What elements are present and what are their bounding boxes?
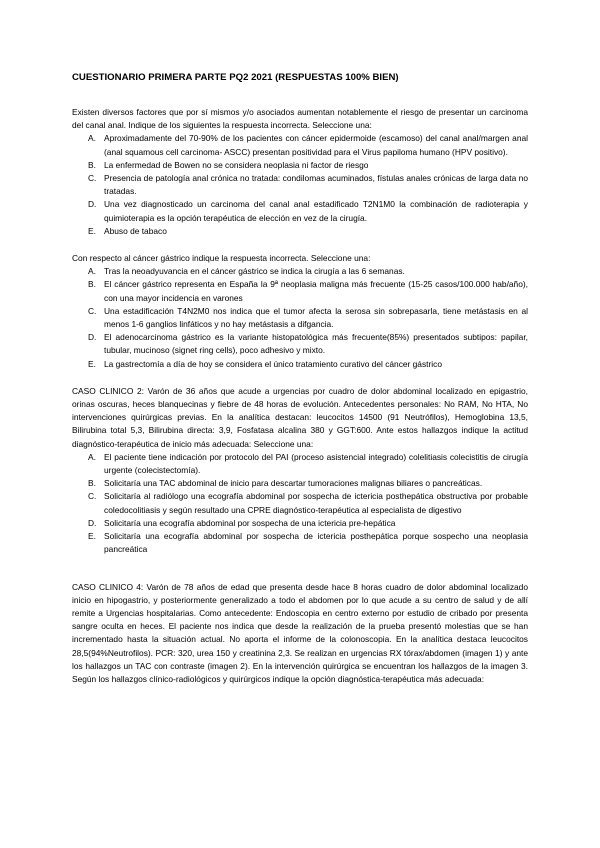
option-letter: A. — [88, 133, 96, 144]
option-list — [72, 451, 528, 557]
question-clinical-case-2 — [72, 385, 528, 557]
question-gastric-cancer — [72, 252, 528, 371]
option-text: La gastrectomía a día de hoy se considera el único tratamiento curativo del cáncer gástrico — [104, 358, 442, 369]
question-stem: CASO CLINICO 2: Varón de 36 años que acude a urgencias por cuadro de dolor abdominal localizado en epigastrio, orinas oscuras, heces blanquecinas y fiebre de 48 horas de evolución. Antecedentes personales: No RAM, No HTA, No intervenciones quirúrgicas previas. En la analítica destacan: leucocitos 14500 (91 Neutrófilos), Hemoglobina 13,5, Bilirubina total 5,3, Bilirubina directa: 3,9, Fosfatasa alcalina 380 y GGT:600. Ante estos hallazgos indique la actitud diagnóstico-terapéutica de inicio más adecuada: Seleccione una: — [72, 385, 528, 449]
question-stem: Existen diversos factores que por sí mismos y/o asociados aumentan notablemente el riesgo de presentar un carcinoma del canal anal. Indique de los siguientes la respuesta incorrecta. Seleccione una: — [72, 107, 528, 131]
option-text: Una vez diagnosticado un carcinoma del canal anal estadificado T2N1M0 la combinación de radioterapia y quimioterapia es la opción terapéutica de elección en vez de la cirugía. — [104, 199, 528, 223]
option-text: Solicitaría una TAC abdominal de inicio para descartar tumoraciones malignas biliares o pancreáticas. — [104, 478, 483, 489]
option-text: La enfermedad de Bowen no se considera neoplasia ni factor de riesgo — [104, 159, 369, 170]
option-c[interactable] — [72, 172, 528, 198]
option-text: Abuso de tabaco — [104, 225, 167, 236]
option-a[interactable] — [72, 451, 528, 477]
option-letter: E. — [88, 358, 96, 369]
option-letter: B. — [88, 279, 96, 290]
option-letter: D. — [88, 199, 97, 210]
option-d[interactable] — [72, 331, 528, 357]
question-stem: Con respecto al cáncer gástrico indique la respuesta incorrecta. Seleccione una: — [72, 253, 371, 264]
option-text: Solicitaría una ecografía abdominal por sospecha de una ictericia pre-hepática — [104, 517, 396, 528]
question-clinical-case-4 — [72, 581, 528, 687]
option-list — [72, 132, 528, 238]
option-letter: E. — [88, 225, 96, 236]
option-text: Solicitaría una ecografía abdominal por sospecha de ictericia posthepática porque sospecho una neoplasia pancreática — [104, 531, 528, 555]
option-b[interactable] — [72, 278, 528, 304]
option-d[interactable] — [72, 198, 528, 224]
option-e[interactable] — [72, 358, 528, 371]
option-letter: C. — [88, 491, 97, 502]
option-letter: C. — [88, 173, 97, 184]
option-text: El adenocarcinoma gástrico es la variante histopatológica más frecuente(85%) presentados subtipos: papilar, tubular, mucinoso (signet ring cells), poco adhesivo y mixto. — [104, 332, 528, 356]
option-c[interactable] — [72, 490, 528, 516]
option-letter: B. — [88, 159, 96, 170]
option-b[interactable] — [72, 477, 528, 490]
question-stem: CASO CLINICO 4: Varón de 78 años de edad que presenta desde hace 8 horas cuadro de dolor abdominal localizado inicio en hipogastrio, y posteriormente generalizado a todo el abdomen por lo que acude a su centro de salud y de allí remite a Urgencias hospitalarias. Como antecedente: Endoscopia en centro externo por estudio de cribado por presenta sangre oculta en heces. El paciente nos indica que desde la realización de la prueba presentó molestias que se han incrementado hasta la situación actual. No aporta el informe de la colonoscopia. En la analítica destaca leucocitos 28,5(94%Neutrofilos). PCR: 320, urea 150 y creatinina 2,3. Se realizan en urgencias RX tórax/abdomen (imagen 1) y ante los hallazgos un TAC con contraste (imagen 2). En la intervención quirúrgica se encuentran los hallazgos de la imagen 3. Según los hallazgos clínico-radiológicos y quirúrgicos indique la opción diagnóstica-terapéutica más adecuada: — [72, 581, 528, 684]
option-e[interactable] — [72, 530, 528, 556]
document-title: CUESTIONARIO PRIMERA PARTE PQ2 2021 (RESPUESTAS 100% BIEN) — [72, 72, 399, 83]
option-c[interactable] — [72, 305, 528, 331]
option-text: Aproximadamente del 70-90% de los pacientes con cáncer epidermoide (escamoso) del canal anal/margen anal (anal squamous cell carcinoma- ASCC) presentan positividad para el Virus papiloma humano (HPV positivo). — [104, 133, 528, 157]
option-e[interactable] — [72, 225, 528, 238]
option-letter: C. — [88, 305, 97, 316]
option-b[interactable] — [72, 159, 528, 172]
option-text: Tras la neoadyuvancia en el cáncer gástrico se indica la cirugía a las 6 semanas. — [104, 266, 405, 277]
option-d[interactable] — [72, 517, 528, 530]
option-text: Solicitaría al radiólogo una ecografía abdominal por sospecha de ictericia posthepática obstructiva por probable coledocolitiasis y según resultado una CPRE diagnóstico-terapéutica al especialista de digestivo — [104, 491, 528, 515]
option-text: El paciente tiene indicación por protocolo del PAI (proceso asistencial integrado) colelitiasis colecistitis de cirugía urgente (colecistectomía). — [104, 451, 528, 476]
option-text: El cáncer gástrico representa en España la 9ª neoplasia maligna más frecuente (15-25 casos/100.000 hab/año), con una mayor incidencia en varones — [104, 279, 528, 303]
option-letter: A. — [88, 266, 96, 277]
option-a[interactable] — [72, 265, 528, 278]
option-letter: E. — [88, 531, 96, 542]
option-letter: D. — [88, 332, 97, 343]
question-anal-cancer — [72, 106, 528, 238]
option-letter: B. — [88, 478, 96, 489]
option-a[interactable] — [72, 132, 528, 158]
option-text: Una estadificación T4N2M0 nos indica que el tumor afecta la serosa sin sobrepasarla, tiene metástasis en al menos 1-6 ganglios linfáticos y no hay metástasis a difgancia. — [104, 305, 528, 330]
option-text: Presencia de patología anal crónica no tratada: condilomas acuminados, fístulas anales crónicas de larga data no tratadas. — [104, 173, 528, 197]
option-list — [72, 265, 528, 371]
option-letter: A. — [88, 451, 96, 462]
option-letter: D. — [88, 517, 97, 528]
